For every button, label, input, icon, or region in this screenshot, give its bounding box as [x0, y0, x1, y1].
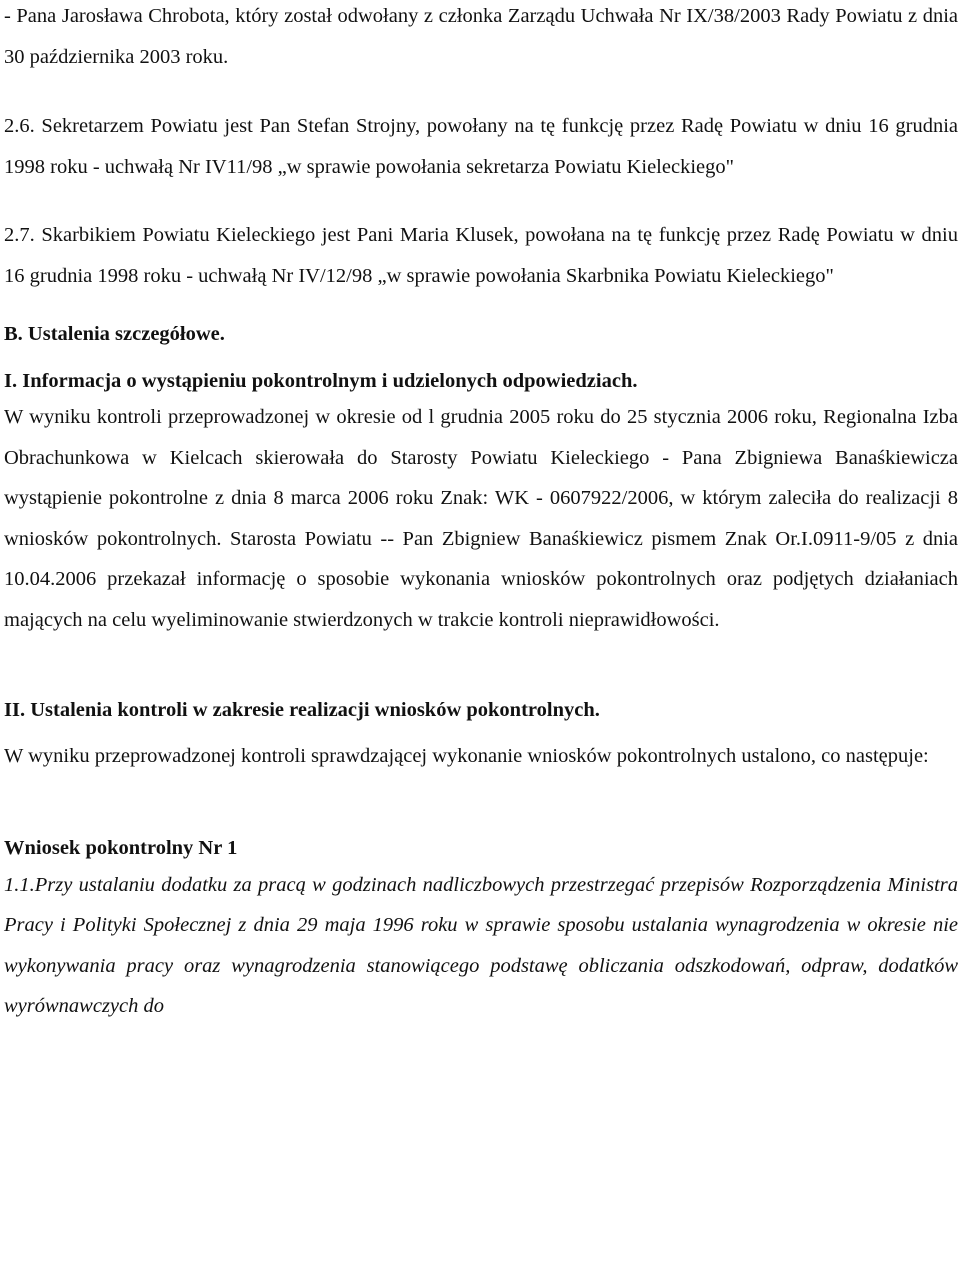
- paragraph-wniosek-1-1: 1.1.Przy ustalaniu dodatku za pracą w godzinach nadliczbowych przestrzegać przepisów Rozporządzenia Ministra Pracy i Polityki Społecznej z dnia 29 maja 1996 roku w sprawie sposobu ustalania wynagrodzenia w okresie nie wykonywania pracy oraz wynagrodzenia stanowiącego podstawę obliczania odszkodowań, odpraw, dodatków wyrównawczych do: [4, 873, 958, 1017]
- paragraph-2-6-sekretarz: 2.6. Sekretarzem Powiatu jest Pan Stefan Strojny, powołany na tę funkcję przez Radę Powiatu w dniu 16 grudnia 1998 roku - uchwałą Nr IV11/98 „w sprawie powołania sekretarza Powiatu Kieleckiego": [4, 115, 958, 178]
- heading-ustalenia-szczegolowe: B. Ustalenia szczegółowe.: [4, 323, 225, 345]
- paragraph-chrobota: - Pana Jarosława Chrobota, który został odwołany z członka Zarządu Uchwała Nr IX/38/2003 Rady Powiatu z dnia 30 października 2003 roku.: [4, 5, 958, 68]
- paragraph-2-7-skarbnik: 2.7. Skarbikiem Powiatu Kieleckiego jest Pani Maria Klusek, powołana na tę funkcję przez Radę Powiatu w dniu 16 grudnia 1998 roku - uchwałą Nr IV/12/98 „w sprawie powołania Skarbnika Powiatu Kieleckiego": [4, 224, 958, 287]
- paragraph-ustalono: W wyniku przeprowadzonej kontroli sprawdzającej wykonanie wniosków pokontrolnych ustalono, co następuje:: [4, 745, 929, 767]
- heading-wniosek-1: Wniosek pokontrolny Nr 1: [4, 836, 238, 859]
- heading-ustalenia-kontroli: II. Ustalenia kontroli w zakresie realizacji wniosków pokontrolnych.: [4, 699, 600, 721]
- heading-informacja: I. Informacja o wystąpieniu pokontrolnym i udzielonych odpowiedziach.: [4, 370, 638, 392]
- paragraph-wynik-kontroli: W wyniku kontroli przeprowadzonej w okresie od l grudnia 2005 roku do 25 stycznia 2006 roku, Regionalna Izba Obrachunkowa w Kielcach skierowała do Starosty Powiatu Kieleckiego - Pana Zbigniewa Banaśkiewicza wystąpienie pokontrolne z dnia 8 marca 2006 roku Znak: WK - 0607922/2006, w którym zaleciła do realizacji 8 wniosków pokontrolnych. Starosta Powiatu -- Pan Zbigniew Banaśkiewicz pismem Znak Or.I.0911-9/05 z dnia 10.04.2006 przekazał informację o sposobie wykonania wniosków pokontrolnych oraz podjętych działaniach mających na celu wyeliminowanie stwierdzonych w trakcie kontroli nieprawidłowości.: [4, 406, 958, 631]
